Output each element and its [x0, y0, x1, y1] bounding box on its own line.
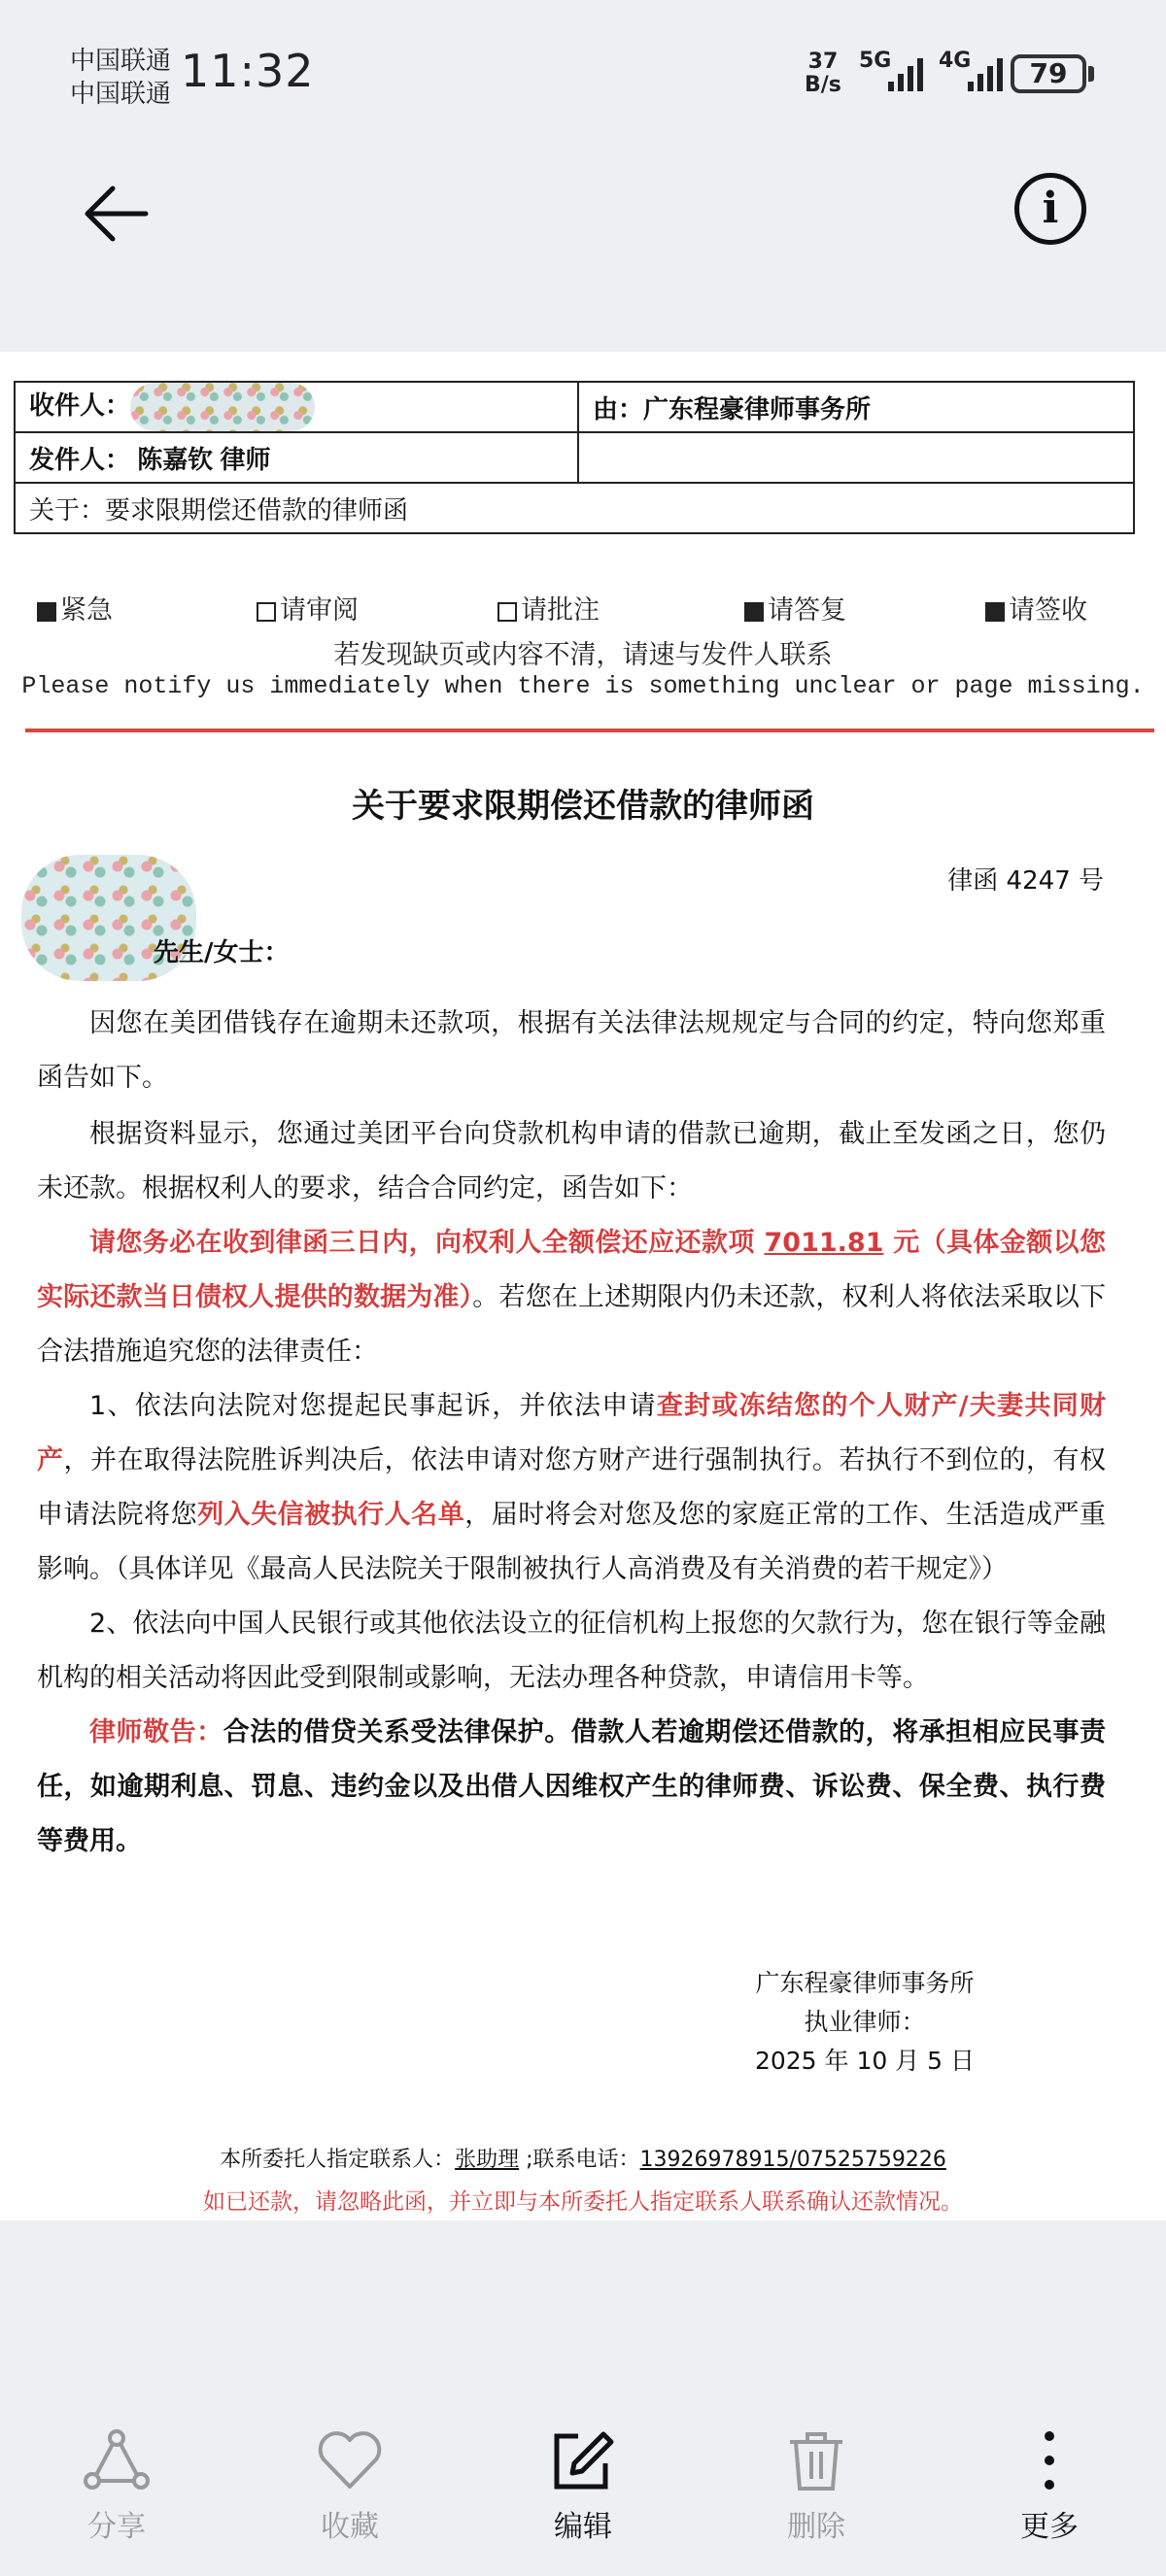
- paragraph-5: 2、依法向中国人民银行或其他依法设立的征信机构上报您的欠款行为，您在银行等金融机构的相关活动将因此受到限制或影响，无法办理各种贷款，申请信用卡等。: [37, 1609, 1106, 1693]
- filled-box-icon: [37, 602, 56, 622]
- info-icon[interactable]: i: [1014, 173, 1086, 245]
- recipient-label: 收件人：: [29, 390, 131, 420]
- letter-date: 2025 年 10 月 5 日: [754, 2047, 976, 2075]
- phone-label: ;联系电话：: [519, 2148, 640, 2172]
- signal-5g-icon: [888, 52, 923, 91]
- flag-review: 请审阅: [280, 595, 359, 626]
- filled-box-icon: [985, 602, 1005, 622]
- filled-box-icon: [744, 602, 764, 622]
- redacted-recipient: [130, 383, 315, 431]
- share-icon: [83, 2428, 151, 2492]
- share-button[interactable]: [49, 2428, 185, 2545]
- final-note: 如已还款，请忽略此函，并立即与本所委托人指定联系人联系确认还款情况。: [203, 2189, 963, 2215]
- flag-comment: 请批注: [521, 595, 600, 626]
- amount-note: 元（具体金额以您实际还款当日债权人提供的数据为准）: [37, 1228, 1106, 1312]
- warning-text: 合法的借贷关系受法律保护。借款人若逾期偿还借款的，将承担相应民事责任，如逾期利息、罚息、违约金以及出借人因维权产生的律师费、诉讼费、保全费、执行费等费用。: [37, 1717, 1106, 1856]
- notice-chinese: 若发现缺页或内容不清，请速与发件人联系: [333, 640, 833, 670]
- flag-reply: 请答复: [768, 595, 846, 626]
- trash-icon: [782, 2428, 850, 2492]
- carrier-1: 中国联通: [70, 47, 172, 76]
- favorite-button[interactable]: [282, 2428, 418, 2545]
- battery-icon: 79: [1011, 54, 1086, 93]
- battery-cap: [1088, 66, 1094, 82]
- delete-label: 删除: [787, 2510, 845, 2544]
- contact-line: [0, 2143, 1166, 2173]
- subject-field: 关于：要求限期偿还借款的律师函: [15, 483, 1134, 533]
- contact-phone: 13926978915/07525759226: [639, 2148, 946, 2172]
- network-5g: 5G: [859, 49, 892, 73]
- p4-highlight-a: 查封或冻结您的个人财产/夫妻共同财产: [37, 1391, 1106, 1475]
- letter-title: 关于要求限期偿还借款的律师函: [352, 787, 814, 826]
- fax-header-table: [14, 381, 1135, 534]
- contact-name: 张助理: [455, 2148, 520, 2172]
- letter-number: 律函 4247 号: [947, 866, 1104, 896]
- empty-box-icon: [497, 602, 517, 622]
- paragraph-3: [37, 1216, 1106, 1379]
- flag-sign: 请签收: [1009, 595, 1087, 626]
- p4-text-b: ，并在取得法院胜诉判决后，依法申请对您方财产进行强制执行。若执行不到位的，有权申请法院将您: [37, 1445, 1107, 1530]
- greeting: 先生/女士：: [154, 938, 290, 967]
- paragraph-4: [37, 1379, 1106, 1597]
- warning-label: 律师敬告：: [89, 1717, 223, 1747]
- paragraph-1: 因您在美团借钱存在逾期未还款项，根据有关法律法规规定与合同的约定，特向您郑重函告如下。: [37, 1008, 1106, 1093]
- p4-text-c: ，届时将会对您及您的家庭正常的工作、生活造成严重影响。（具体详见《最高人民法院关于限制被执行人高消费及有关消费的若干规定》）: [37, 1500, 1107, 1584]
- from-field: 由：广东程豪律师事务所: [578, 382, 1134, 432]
- favorite-label: 收藏: [321, 2510, 379, 2544]
- edit-label: 编辑: [554, 2510, 612, 2544]
- amount: 7011.81: [764, 1228, 884, 1258]
- empty-cell: [578, 432, 1134, 483]
- divider: [25, 729, 1154, 732]
- edit-button[interactable]: [515, 2428, 651, 2545]
- empty-box-icon: [257, 602, 276, 622]
- signature-block: [700, 1964, 1030, 2081]
- speed-value: 37: [807, 50, 839, 74]
- more-icon: [1015, 2428, 1083, 2492]
- paragraph-2: 根据资料显示，您通过美团平台向贷款机构申请的借款已逾期，截止至发函之日，您仍未还款。根据权利人的要求，结合合同约定，函告如下：: [37, 1119, 1106, 1203]
- network-4g: 4G: [939, 49, 972, 73]
- clock: 11:32: [181, 45, 315, 97]
- notice-english: Please notify us immediately when there is something unclear or page missing.: [21, 672, 1145, 700]
- paragraph-6: [37, 1706, 1106, 1869]
- p4-text-a: 1、依法向法院对您提起民事起诉，并依法申请: [89, 1391, 657, 1421]
- contact-label: 本所委托人指定联系人：: [220, 2148, 456, 2172]
- p4-highlight-b: 列入失信被执行人名单: [197, 1500, 465, 1530]
- sender-field: 发件人： 陈嘉钦 律师: [15, 432, 578, 483]
- lawyer-label: 执业律师：: [804, 2008, 926, 2036]
- signal-4g-icon: [968, 52, 1003, 91]
- bottom-toolbar: [0, 2409, 1166, 2576]
- flag-urgent: 紧急: [60, 595, 113, 626]
- network-speed: [805, 51, 841, 97]
- heart-icon: [316, 2428, 384, 2492]
- demand-text: 请您务必在收到律函三日内，向权利人全额偿还应还款项: [89, 1228, 765, 1258]
- more-button[interactable]: [981, 2428, 1117, 2545]
- status-bar: [0, 0, 1166, 146]
- speed-unit: B/s: [805, 73, 841, 97]
- consequence-text: 。若您在上述期限内仍未还款，权利人将依法采取以下合法措施追究您的法律责任：: [37, 1282, 1107, 1367]
- edit-icon: [549, 2428, 617, 2492]
- delete-button[interactable]: [748, 2428, 884, 2545]
- letter-document: [0, 352, 1166, 2220]
- more-label: 更多: [1020, 2510, 1079, 2544]
- back-arrow-icon[interactable]: [78, 175, 155, 253]
- firm-name: 广东程豪律师事务所: [755, 1969, 975, 1997]
- share-label: 分享: [87, 2510, 146, 2544]
- carrier-2: 中国联通: [70, 80, 172, 109]
